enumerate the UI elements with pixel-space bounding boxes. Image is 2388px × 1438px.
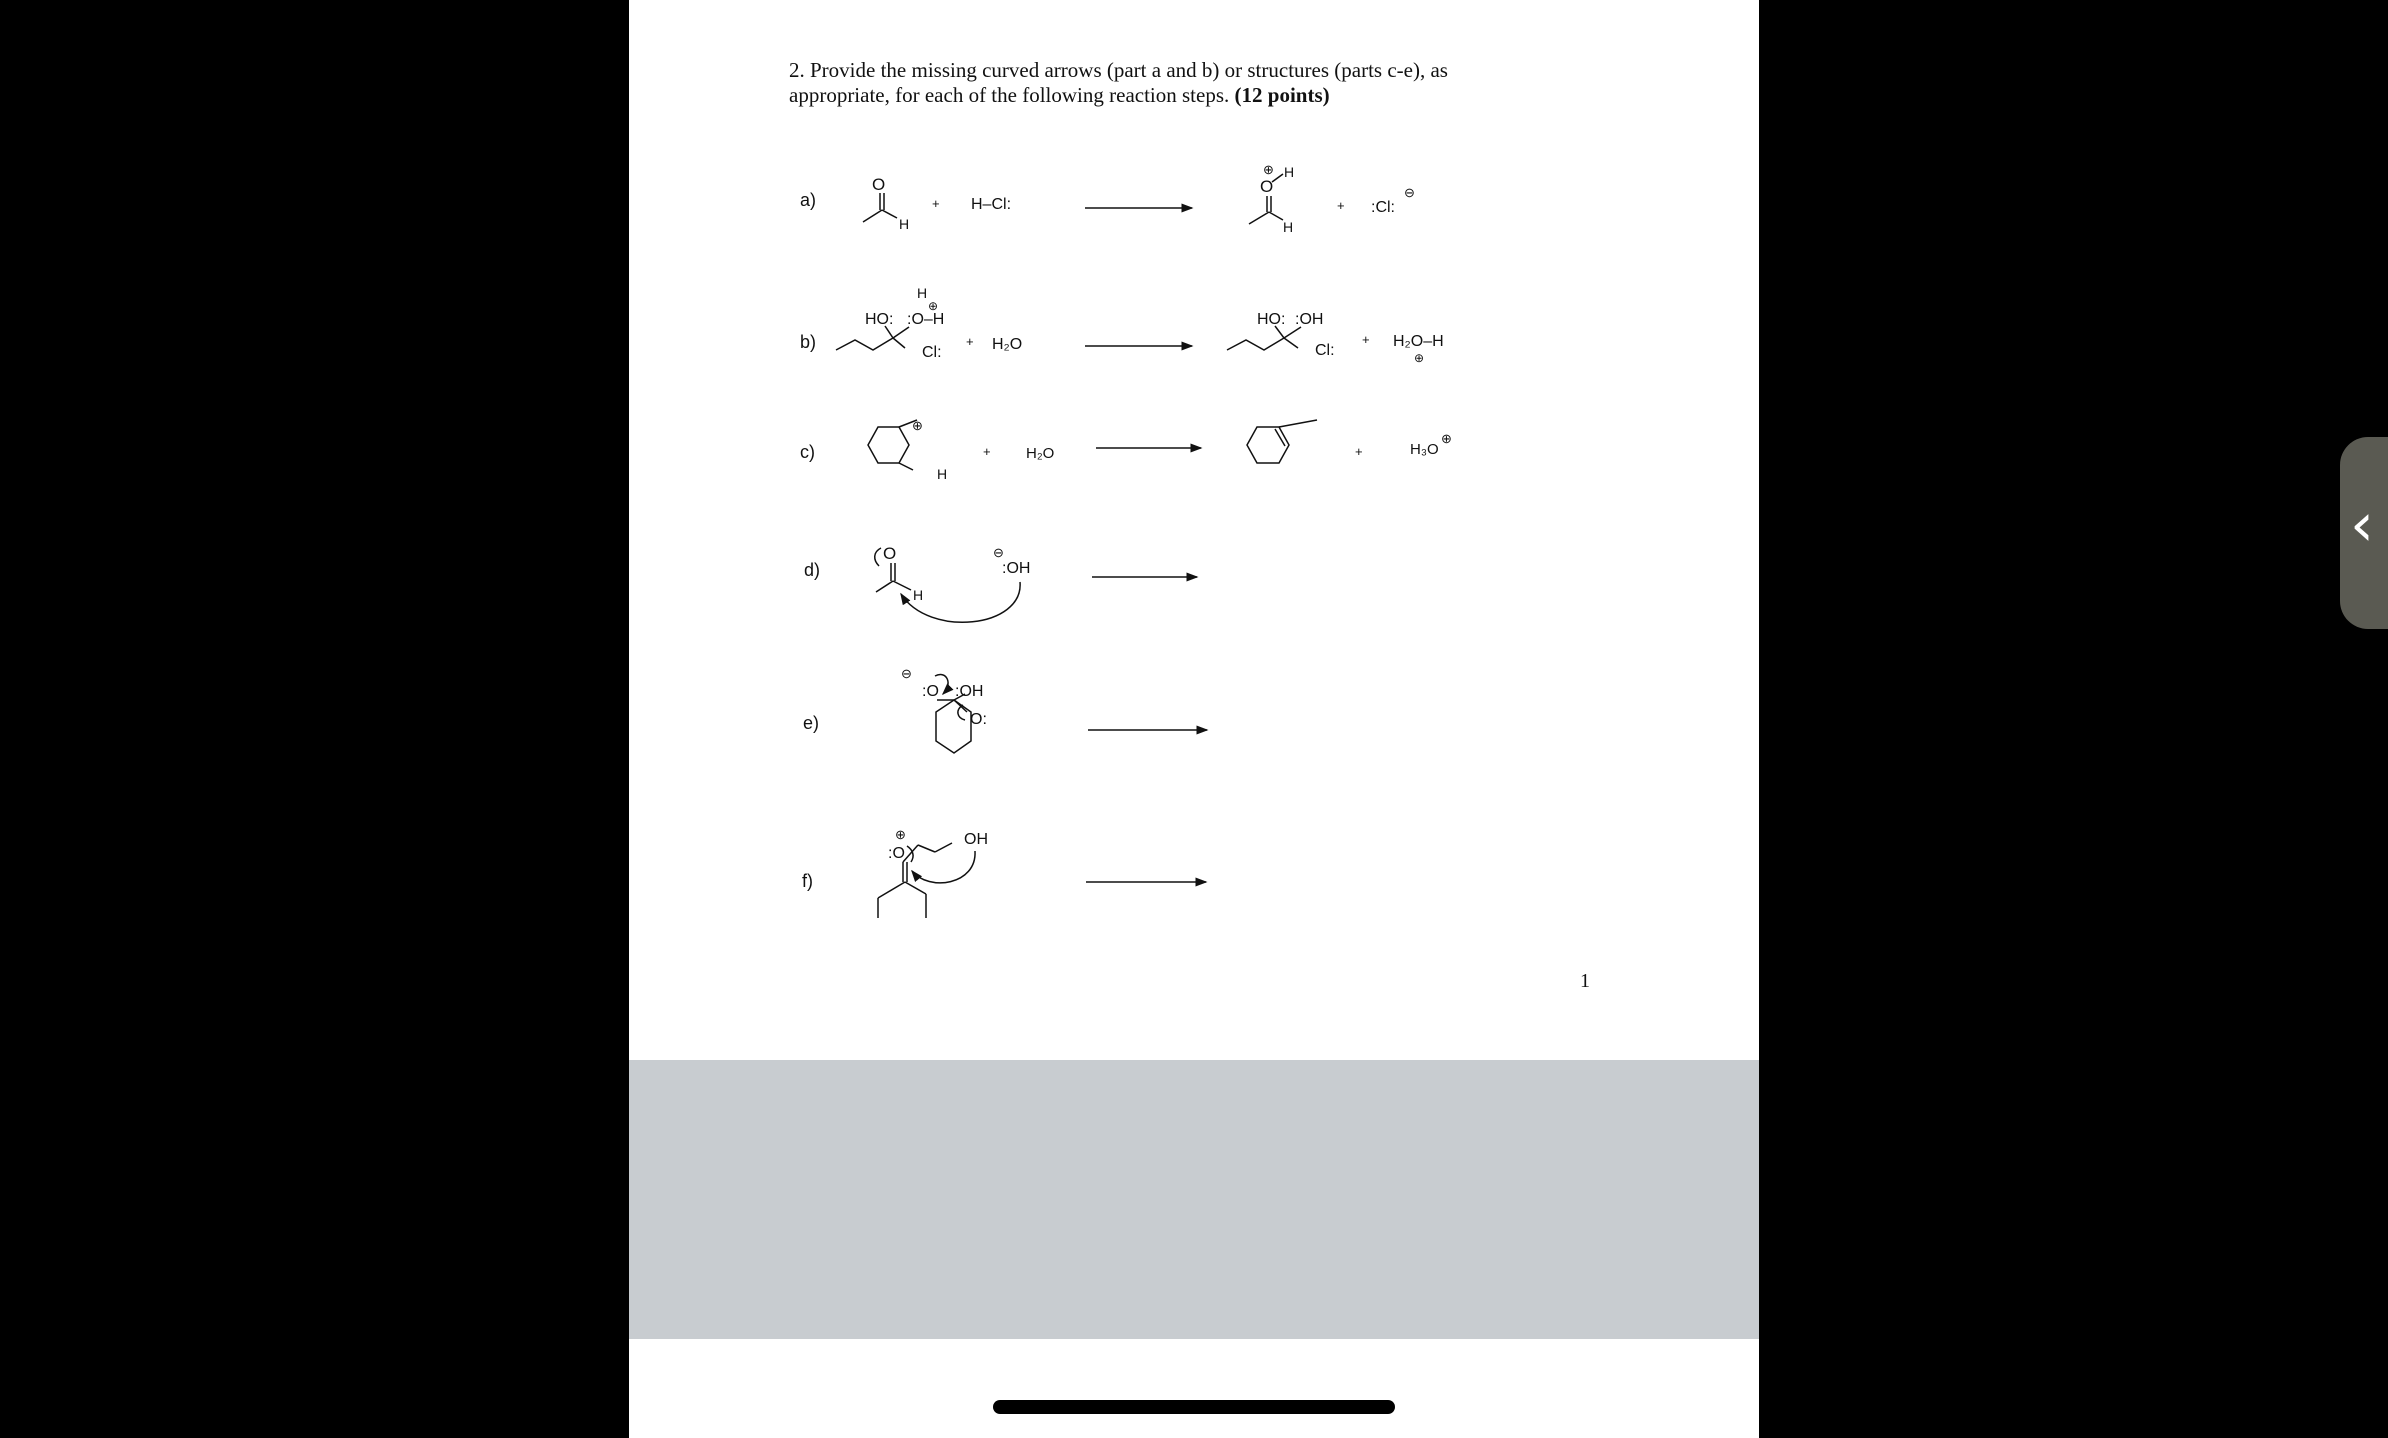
f-curved-arrow: [912, 851, 975, 883]
a-prod-oh-h: H: [1284, 164, 1295, 180]
a-prod-h: H: [1283, 219, 1294, 235]
question-line-1: 2. Provide the missing curved arrows (part a and b) or structures (parts c-e), as: [789, 58, 1448, 82]
b-oh: :O–H: [907, 311, 945, 328]
a-prod-o: O: [1260, 177, 1274, 196]
c-h: H: [937, 466, 948, 482]
reaction-schemes: [629, 0, 1759, 1060]
chevron-left-icon: ‹: [2350, 490, 2374, 560]
part-label-c: c): [800, 442, 815, 462]
b-prod-cl: Cl:: [1315, 342, 1335, 359]
d-h: H: [913, 587, 924, 603]
b-ho: HO:: [865, 311, 894, 328]
part-label-f: f): [802, 871, 813, 891]
a-minus-charge: ⊖: [1404, 185, 1415, 200]
e-bottom-o: O:: [970, 711, 987, 728]
side-panel-handle[interactable]: [2340, 437, 2388, 629]
a-chloride: :Cl:: [1371, 199, 1395, 216]
b-prod-ho: HO:: [1257, 311, 1286, 328]
b-water: H₂O: [992, 336, 1023, 353]
e-oxide-charge: ⊖: [901, 666, 912, 681]
a-plus-2: +: [1337, 198, 1345, 213]
scheme-c: [868, 418, 1452, 482]
b-hydronium: H₂O–H: [1393, 333, 1444, 350]
f-o: :O: [888, 845, 905, 862]
scheme-b: [836, 285, 1444, 365]
b-hydronium-charge: ⊕: [1414, 351, 1425, 365]
a-aldehyde-h: H: [899, 216, 910, 232]
f-hydroxyl: OH: [964, 831, 988, 848]
part-label-b: b): [800, 332, 817, 352]
part-label-e: e): [803, 713, 820, 733]
b-oxonium-charge: ⊕: [928, 299, 939, 313]
b-cl: Cl:: [922, 344, 942, 361]
a-plus-charge: ⊕: [1263, 162, 1274, 177]
e-oxide: :O: [922, 683, 939, 700]
c-water: H₂O: [1026, 445, 1055, 462]
bottom-bar: [629, 1339, 1759, 1438]
points-label: (12 points): [1234, 83, 1330, 107]
gray-band: [629, 1060, 1759, 1339]
scheme-a: [863, 162, 1415, 235]
part-label-a: a): [800, 190, 817, 210]
d-hydroxide-charge: ⊖: [993, 545, 1004, 560]
c-hydronium-charge: ⊕: [1441, 431, 1452, 446]
d-carbonyl-o: O: [883, 544, 897, 563]
c-carbocation-charge: ⊕: [912, 418, 923, 433]
c-hydronium: H₃O: [1410, 441, 1439, 458]
a-hcl: H–Cl:: [971, 196, 1012, 213]
f-oxonium-charge: ⊕: [895, 827, 906, 842]
d-hydroxide: :OH: [1002, 560, 1031, 577]
page-number: 1: [1580, 970, 1590, 992]
b-plus-1: +: [966, 334, 974, 349]
scheme-e: [901, 666, 1207, 753]
c-plus-1: +: [983, 444, 991, 459]
a-plus-1: +: [932, 196, 940, 211]
home-indicator[interactable]: [993, 1400, 1395, 1414]
b-plus-2: +: [1362, 332, 1370, 347]
part-label-d: d): [804, 560, 821, 580]
b-prod-oh: :OH: [1295, 311, 1324, 328]
scheme-d: [875, 544, 1197, 622]
b-top-h: H: [917, 285, 928, 301]
scheme-f: [878, 827, 1206, 918]
question-line-2-text: appropriate, for each of the following reaction steps.: [789, 83, 1235, 107]
c-plus-2: +: [1355, 444, 1363, 459]
e-oh: :OH: [955, 683, 984, 700]
a-carbonyl-o: O: [872, 175, 886, 194]
